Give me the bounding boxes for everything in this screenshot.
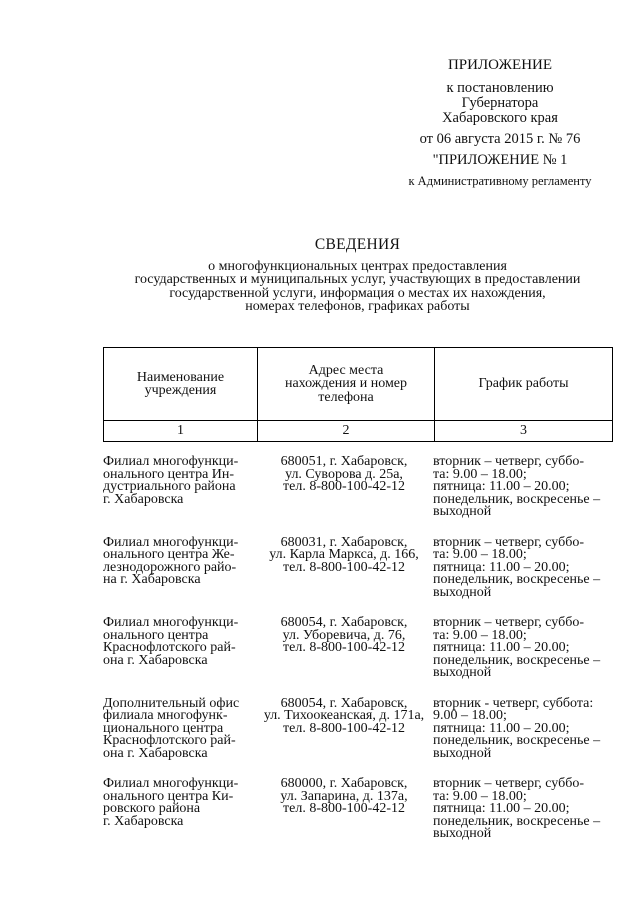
cell-line: г. Хабаровска bbox=[103, 491, 184, 507]
schedule-cell bbox=[432, 695, 613, 761]
cell-line: онального центра bbox=[103, 627, 209, 643]
cell-line: тел. 8-800-100-42-12 bbox=[283, 801, 405, 816]
cell-line: пятница: 11.00 – 20.00; bbox=[433, 559, 570, 575]
table-row bbox=[103, 695, 613, 761]
document-title bbox=[100, 238, 615, 314]
column-number-row bbox=[103, 421, 613, 442]
title-line: о многофункциональных центрах предоставления bbox=[208, 258, 507, 274]
table-header-row bbox=[103, 347, 613, 421]
cell-line: вторник – четверг, суббо- bbox=[433, 534, 585, 550]
title-line: номерах телефонов, графиках работы bbox=[245, 299, 470, 314]
cell-line: вторник - четверг, суббота: bbox=[433, 695, 594, 711]
cell-line: понедельник, воскресенье – bbox=[433, 813, 601, 829]
schedule-cell bbox=[432, 617, 613, 680]
header-line: Хабаровского края bbox=[442, 110, 558, 126]
institution-name-cell bbox=[103, 456, 256, 519]
table-row bbox=[103, 778, 613, 841]
institution-name-cell bbox=[103, 695, 256, 761]
address-cell bbox=[256, 534, 432, 600]
cell-line: ул. Карла Маркса, д. 166, bbox=[269, 547, 419, 562]
column-header-name: Наименование учреждения bbox=[104, 348, 258, 420]
cell-line: филиала многофунк- bbox=[103, 708, 228, 723]
cell-line: Филиал многофункци- bbox=[103, 534, 239, 550]
decree-date: от 06 августа 2015 г. № 76 bbox=[419, 131, 581, 147]
address-cell bbox=[256, 456, 432, 519]
cell-line: дустриального района bbox=[103, 479, 236, 494]
appendix-header bbox=[400, 58, 600, 189]
cell-line: Краснофлотского рай- bbox=[103, 733, 236, 748]
cell-line: пятница: 11.00 – 20.00; bbox=[433, 801, 570, 816]
cell-line: выходной bbox=[433, 745, 492, 761]
cell-line: ционального центра bbox=[103, 720, 224, 736]
cell-line: онального центра Ин- bbox=[103, 466, 235, 482]
cell-line: понедельник, воскресенье – bbox=[433, 652, 601, 668]
schedule-cell bbox=[432, 534, 613, 600]
institution-name-cell bbox=[103, 778, 256, 841]
cell-line: 680054, г. Хабаровск, bbox=[280, 695, 408, 711]
cell-line: 9.00 – 18.00; bbox=[433, 708, 507, 723]
cell-line: вторник – четверг, суббо- bbox=[433, 454, 585, 469]
cell-line: ул. Уборевича, д. 76, bbox=[282, 627, 406, 643]
cell-line: понедельник, воскресенье – bbox=[433, 491, 601, 507]
cell-line: ул. Тихоокеанская, д. 171а, bbox=[263, 708, 425, 723]
cell-line: Краснофлотского рай- bbox=[103, 640, 236, 655]
cell-line: г. Хабаровска bbox=[103, 813, 184, 829]
column-header-schedule: График работы bbox=[478, 376, 569, 392]
cell-line: она г. Хабаровска bbox=[103, 652, 208, 668]
cell-line: ровского района bbox=[103, 801, 201, 816]
cell-line: вторник – четверг, суббо- bbox=[433, 615, 585, 630]
cell-line: пятница: 11.00 – 20.00; bbox=[433, 640, 570, 655]
cell-line: 680031, г. Хабаровск, bbox=[280, 534, 408, 550]
header-line: Губернатора bbox=[461, 95, 539, 111]
address-cell bbox=[256, 695, 432, 761]
cell-line: тел. 8-800-100-42-12 bbox=[283, 720, 405, 736]
title-line: государственных и муниципальных услуг, участвующих в предоставлении bbox=[134, 272, 581, 287]
cell-line: 680054, г. Хабаровск, bbox=[280, 615, 408, 630]
address-cell bbox=[256, 778, 432, 841]
cell-line: выходной bbox=[433, 665, 492, 680]
cell-line: та: 9.00 – 18.00; bbox=[433, 788, 527, 804]
cell-line: ул. Суворова д. 25а, bbox=[285, 466, 403, 482]
reglament-reference: к Административному регламенту bbox=[408, 174, 592, 188]
table-row bbox=[103, 534, 613, 600]
cell-line: Филиал многофункци- bbox=[103, 454, 239, 469]
cell-line: Филиал многофункци- bbox=[103, 615, 239, 630]
cell-line: та: 9.00 – 18.00; bbox=[433, 466, 527, 482]
cell-line: Дополнительный офис bbox=[103, 695, 240, 711]
cell-line: лезнодорожного райо- bbox=[103, 559, 237, 575]
schedule-cell bbox=[432, 456, 613, 519]
appendix-number: "ПРИЛОЖЕНИЕ № 1 bbox=[432, 152, 568, 168]
table-row bbox=[103, 617, 613, 680]
title-main: СВЕДЕНИЯ bbox=[314, 236, 401, 253]
appendix-title: ПРИЛОЖЕНИЕ bbox=[447, 57, 553, 73]
institution-name-cell bbox=[103, 617, 256, 680]
cell-line: онального центра Же- bbox=[103, 547, 235, 562]
cell-line: выходной bbox=[433, 826, 492, 841]
cell-line: 680000, г. Хабаровск, bbox=[280, 776, 408, 791]
cell-line: онального центра Ки- bbox=[103, 788, 234, 804]
cell-line: тел. 8-800-100-42-12 bbox=[283, 640, 405, 655]
cell-line: та: 9.00 – 18.00; bbox=[433, 627, 527, 643]
column-number: 1 bbox=[104, 421, 258, 441]
column-number: 3 bbox=[520, 423, 527, 438]
cell-line: 680051, г. Хабаровск, bbox=[280, 454, 408, 469]
address-cell bbox=[256, 617, 432, 680]
cell-line: ул. Запарина, д. 137а, bbox=[280, 788, 408, 804]
cell-line: та: 9.00 – 18.00; bbox=[433, 547, 527, 562]
cell-line: пятница: 11.00 – 20.00; bbox=[433, 479, 570, 494]
cell-line: Филиал многофункци- bbox=[103, 776, 239, 791]
header-line: к постановлению bbox=[446, 80, 554, 96]
cell-line: тел. 8-800-100-42-12 bbox=[283, 479, 405, 494]
cell-line: тел. 8-800-100-42-12 bbox=[283, 559, 405, 575]
cell-line: она г. Хабаровска bbox=[103, 745, 208, 761]
column-number: 2 bbox=[258, 421, 435, 441]
column-header-address: Адрес места нахождения и номер телефона bbox=[258, 348, 435, 420]
cell-line: понедельник, воскресенье – bbox=[433, 733, 601, 748]
table-row bbox=[103, 456, 613, 519]
cell-line: понедельник, воскресенье – bbox=[433, 572, 601, 587]
cell-line: выходной bbox=[433, 504, 492, 519]
title-line: государственной услуги, информация о местах их нахождения, bbox=[169, 285, 546, 301]
cell-line: вторник – четверг, суббо- bbox=[433, 776, 585, 791]
institution-name-cell bbox=[103, 534, 256, 600]
cell-line: пятница: 11.00 – 20.00; bbox=[433, 720, 570, 736]
cell-line: на г. Хабаровска bbox=[103, 572, 201, 587]
schedule-cell bbox=[432, 778, 613, 841]
cell-line: выходной bbox=[433, 584, 492, 600]
mfc-table bbox=[103, 347, 613, 841]
